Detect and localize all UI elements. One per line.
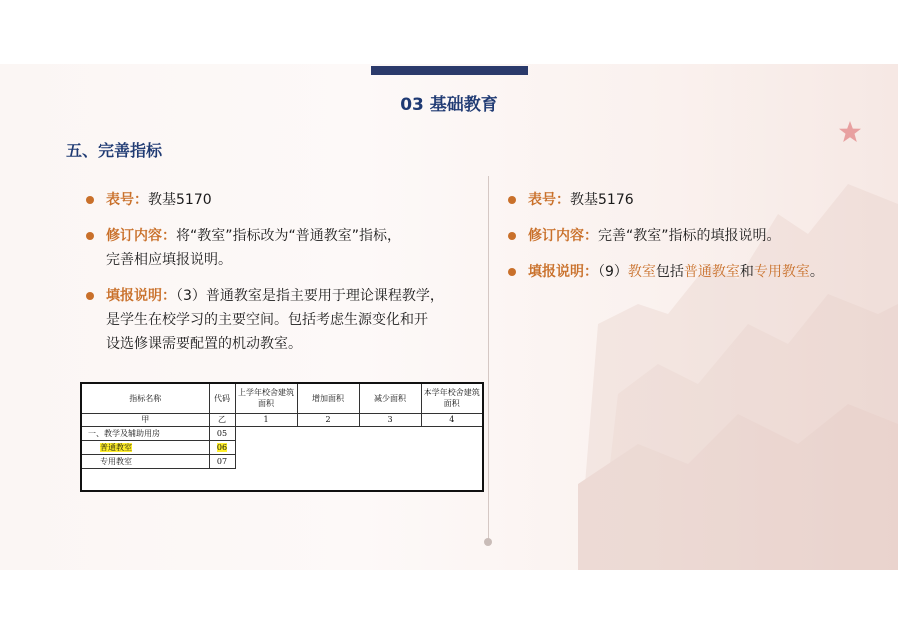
table-cell: 1 [235,413,297,426]
list-item [86,188,476,212]
table-header: 减少面积 [359,383,421,413]
item-text: 教基5176 [570,192,634,208]
item-label: 修订内容： [106,228,176,244]
list-item [508,260,868,284]
bullet-dot-icon [508,268,516,276]
table-header-row [81,383,483,413]
table-cell: 一、教学及辅助用房 [81,426,209,440]
table-cell: 05 [209,426,235,440]
statistics-form-table [80,382,484,492]
table-blank [235,454,483,468]
bullet-dot-icon [86,196,94,204]
table-cell: 3 [359,413,421,426]
bullet-dot-icon [86,232,94,240]
list-item [86,284,476,356]
highlighted-text: 06 [216,442,228,452]
highlight-term: 普通教室 [683,264,740,280]
table-row [81,426,483,440]
item-label: 填报说明： [106,288,176,304]
header-accent-bar [371,66,528,75]
list-item [508,188,868,212]
bullet-dot-icon [86,292,94,300]
item-text-line2: 完善相应填报说明。 [106,252,232,268]
right-column [508,188,868,296]
table-header: 指标名称 [81,383,209,413]
item-text-line2: 是学生在校学习的主要空间。包括考虑生源变化和开 [106,312,428,328]
table-blank [81,468,483,491]
left-column [86,188,476,368]
bullet-dot-icon [508,196,516,204]
item-text: 。 [809,264,824,280]
item-text-line3: 设选修课需要配置的机动教室。 [106,336,302,352]
item-text: 和 [739,264,754,280]
table-cell: 乙 [209,413,235,426]
table-blank [235,440,483,454]
table-cell [209,440,235,454]
item-text: 教基5170 [148,192,212,208]
page-title: 03 基础教育 [400,95,498,115]
highlight-term: 专用教室 [753,264,810,280]
item-label: 表号： [528,192,570,208]
item-text: 将“教室”指标改为“普通教室”指标， [176,228,402,244]
table-cell: 07 [209,454,235,468]
item-text: （9） [598,264,628,280]
list-item [86,224,476,272]
table-row [81,440,483,454]
section-title: 五、完善指标 [66,141,163,160]
highlight-term: 教室 [627,264,656,280]
divider-end-dot [484,538,492,546]
column-divider [488,176,489,542]
table-header: 上学年校舍建筑面积 [235,383,297,413]
item-label: 填报说明： [528,264,598,280]
list-item [508,224,868,248]
table-index-row [81,413,483,426]
table-cell: 专用教室 [81,454,209,468]
table-header: 增加面积 [297,383,359,413]
table-cell: 4 [421,413,483,426]
table-cell [81,440,209,454]
item-text: （3）普通教室是指主要用于理论课程教学， [176,288,444,304]
highlighted-text: 普通教室 [100,442,132,452]
item-label: 表号： [106,192,148,208]
star-icon [838,120,862,144]
table-header: 代码 [209,383,235,413]
bullet-dot-icon [508,232,516,240]
table-cell: 甲 [81,413,209,426]
table-cell: 2 [297,413,359,426]
item-label: 修订内容： [528,228,598,244]
table-spacer-row [81,468,483,491]
table-header: 本学年校舍建筑面积 [421,383,483,413]
table-blank [235,426,483,440]
item-text: 完善“教室”指标的填报说明。 [598,228,781,244]
table-row [81,454,483,468]
item-text: 包括 [655,264,684,280]
